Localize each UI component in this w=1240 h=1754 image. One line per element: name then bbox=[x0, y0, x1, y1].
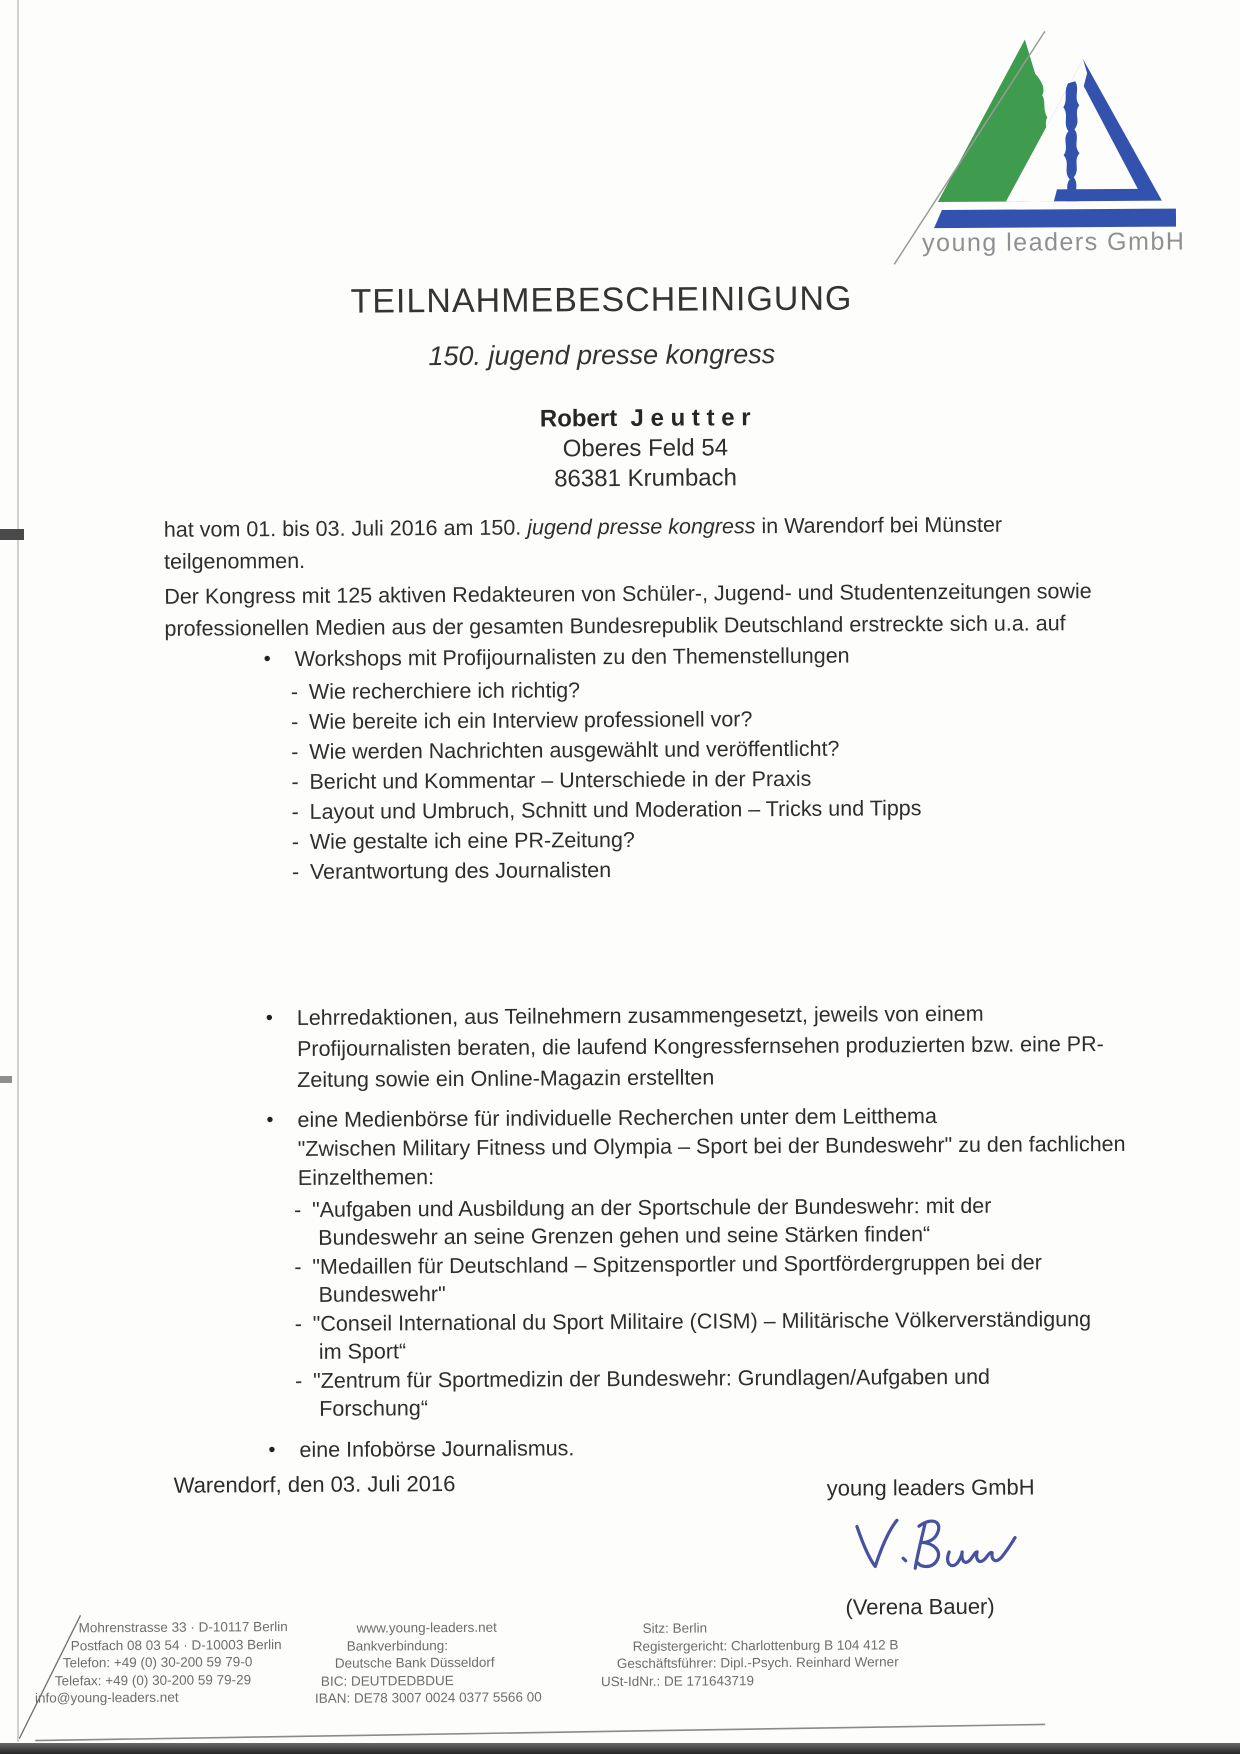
subitem-text: "Medaillen für Deutschland – Spitzensportler und Sportfördergruppen bei der Bundeswehr" bbox=[312, 1250, 1042, 1307]
recipient-block bbox=[195, 401, 1096, 496]
subitem-text: Wie bereite ich ein Interview professionell vor? bbox=[308, 707, 753, 734]
bullet-subitem bbox=[292, 852, 1165, 887]
bullet-marker: • bbox=[266, 1109, 274, 1132]
certificate-title: TEILNAHMEBESCHEINIGUNG bbox=[350, 279, 853, 321]
footer-line: www.young-leaders.net bbox=[356, 1619, 497, 1636]
bullet-marker: • bbox=[268, 1439, 276, 1462]
dash-marker: - bbox=[291, 739, 299, 765]
scan-mark-top bbox=[0, 529, 24, 540]
footer-line: Telefax: +49 (0) 30-200 59 79-29 bbox=[54, 1671, 252, 1688]
place-date-line: Warendorf, den 03. Juli 2016 bbox=[173, 1471, 456, 1498]
dash-marker: - bbox=[294, 1254, 302, 1279]
bullet-list bbox=[264, 633, 1169, 1468]
subitem-text: Verantwortung des Journalisten bbox=[309, 858, 612, 884]
footer-horizontal-rule bbox=[35, 1724, 1045, 1740]
footer-line: info@young-leaders.net bbox=[34, 1689, 179, 1706]
intro-post: in Warendorf bei Münster teilgenommen. bbox=[163, 512, 1003, 574]
dash-marker: - bbox=[291, 769, 299, 795]
dash-marker: - bbox=[291, 799, 299, 825]
footer-rule-lines bbox=[4, 1597, 1105, 1754]
footer-line: Telefon: +49 (0) 30-200 59 79-0 bbox=[62, 1654, 253, 1671]
bullet-item bbox=[268, 1430, 1168, 1465]
footer-line: Deutsche Bank Düsseldorf bbox=[334, 1654, 495, 1671]
dash-marker: - bbox=[294, 1368, 303, 1393]
bullet-text: Lehrredaktionen, aus Teilnehmern zusammengesetzt, jeweils von einem Profijournalisten beraten, die laufend Kongressfernsehen produzierten bzw. eine PR- Zeitung sowie ein Online-Magazin erstellten bbox=[296, 1001, 1104, 1092]
dash-marker: - bbox=[294, 1311, 302, 1336]
bullet-marker: • bbox=[263, 648, 271, 671]
recipient-city: 86381 Krumbach bbox=[554, 464, 738, 493]
dash-marker: - bbox=[291, 859, 300, 885]
recipient-street: Oberes Feld 54 bbox=[562, 434, 729, 463]
scan-edge-line bbox=[17, 0, 19, 1742]
dash-marker: - bbox=[293, 1197, 302, 1222]
intro-pre: hat vom 01. bis 03. Juli 2016 am 150. bbox=[163, 515, 528, 542]
bullet-subitem bbox=[294, 1191, 1167, 1252]
logo-company-name: young leaders GmbH bbox=[922, 227, 1186, 258]
event-subtitle: 150. jugend presse kongress bbox=[428, 339, 776, 372]
footer-line: BIC: DEUTDEDBDUE bbox=[320, 1672, 454, 1689]
subitem-text: "Zentrum für Sportmedizin der Bundeswehr: Grundlagen/Aufgaben und Forschung“ bbox=[312, 1364, 991, 1421]
intro-paragraph bbox=[164, 508, 1174, 578]
subitem-text: Wie gestalte ich eine PR-Zeitung? bbox=[309, 827, 635, 854]
subitem-text: Bericht und Kommentar – Unterschiede in der Praxis bbox=[309, 766, 812, 794]
subitem-text: Layout und Umbruch, Schnitt und Moderation – Tricks und Tipps bbox=[309, 796, 922, 824]
bullet-subitem bbox=[295, 1362, 1168, 1423]
footer-line: Mohrenstrasse 33 · D-10117 Berlin bbox=[78, 1619, 288, 1636]
bullet-marker: • bbox=[265, 1007, 273, 1030]
footer-line: Postfach 08 03 54 · D-10003 Berlin bbox=[70, 1636, 282, 1653]
intro-event-name: jugend presse kongress bbox=[527, 514, 756, 540]
congress-paragraph: Der Kongress mit 125 aktiven Redakteuren von Schüler-, Jugend- und Studentenzeitungen sowie professionellen Medien aus der gesamten Bundesrepublik Deutschland erstreckte sich u.a. auf bbox=[164, 579, 1092, 641]
logo-bar bbox=[934, 209, 1176, 228]
footer-slash-line bbox=[19, 1615, 82, 1738]
bullet-item bbox=[266, 998, 1167, 1096]
bullet-text: eine Medienbörse für individuelle Recherchen unter dem Leitthema "Zwischen Military Fitness und Olympia – Sport bei der Bundeswehr" zu den fachlichen Einzelthemen: bbox=[297, 1104, 1126, 1190]
subitem-text: Wie werden Nachrichten ausgewählt und veröffentlicht? bbox=[309, 736, 840, 764]
footer-line: IBAN: DE78 3007 0024 0377 5566 00 bbox=[314, 1689, 542, 1706]
footer-line: Sitz: Berlin bbox=[642, 1620, 708, 1636]
bullet-subitem bbox=[294, 1248, 1167, 1309]
closing-company: young leaders GmbH bbox=[826, 1474, 1035, 1501]
dash-marker: - bbox=[290, 679, 299, 705]
footer-line: Registergericht: Charlottenburg B 104 412 B bbox=[632, 1636, 899, 1654]
bullet-item bbox=[266, 1101, 1167, 1193]
bullet-text: Workshops mit Profijournalisten zu den Themenstellungen bbox=[294, 643, 850, 671]
recipient-name: Robert J e u t t e r bbox=[539, 404, 751, 433]
dash-marker: - bbox=[291, 829, 300, 855]
subitem-text: "Conseil International du Sport Militaire (CISM) – Militärische Völkerverständigung im Sport“ bbox=[312, 1307, 1092, 1364]
footer-line: Bankverbindung: bbox=[346, 1637, 449, 1654]
dash-marker: - bbox=[290, 709, 299, 735]
signature-handwriting bbox=[849, 1514, 1019, 1585]
scan-mark-bottom bbox=[0, 1076, 12, 1083]
subitem-text: "Aufgaben und Ausbildung an der Sportschule der Bundeswehr: mit der Bundeswehr an seine Grenzen gehen und seine Stärken finden“ bbox=[311, 1193, 992, 1250]
bullet-text: eine Infobörse Journalismus. bbox=[299, 1436, 575, 1462]
signature-printed-name: (Verena Bauer) bbox=[845, 1593, 995, 1620]
footer-line: Geschäftsführer: Dipl.-Psych. Reinhard Werner bbox=[616, 1654, 899, 1672]
subitem-text: Wie recherchiere ich richtig? bbox=[308, 678, 581, 704]
bullet-item bbox=[264, 639, 1164, 674]
bullet-subitem bbox=[295, 1305, 1168, 1366]
footer-line: USt-IdNr.: DE 171643719 bbox=[600, 1672, 755, 1689]
scan-bottom-edge bbox=[0, 1743, 1240, 1754]
